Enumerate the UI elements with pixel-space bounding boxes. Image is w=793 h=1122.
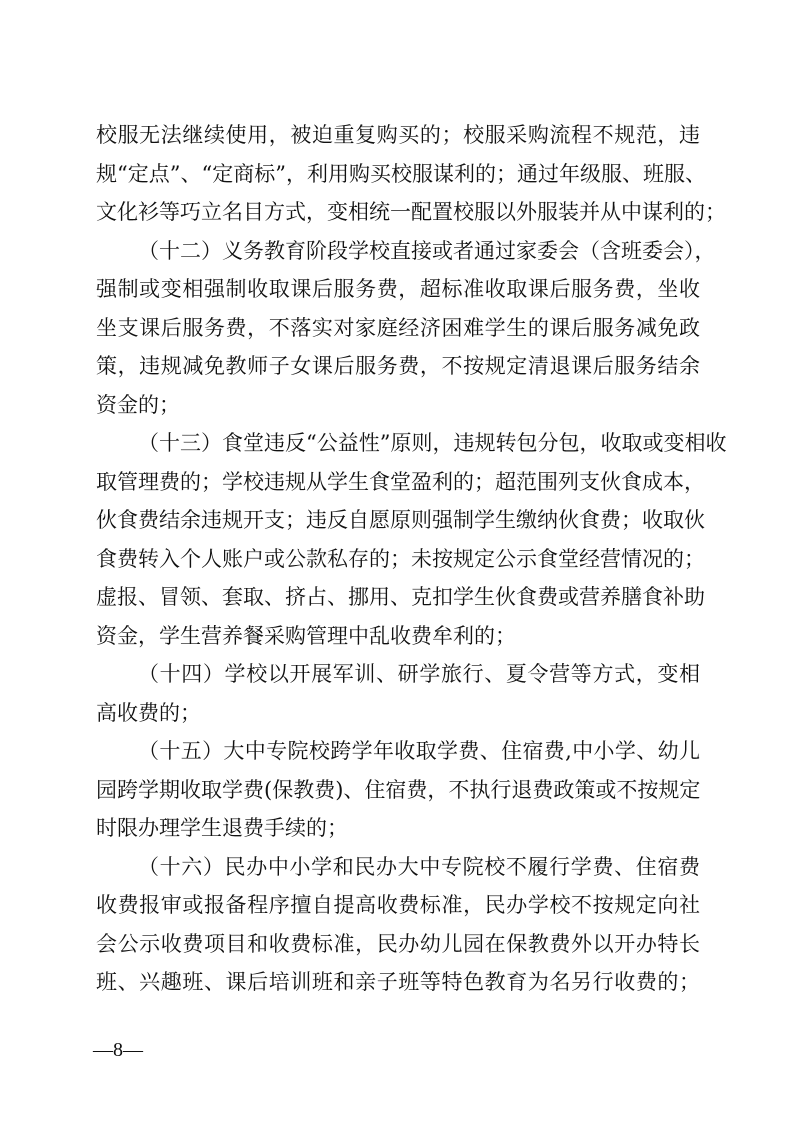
- text-line: 策，违规减免教师子女课后服务费，不按规定清退课后服务结余: [96, 354, 700, 378]
- text-line: （十二）义务教育阶段学校直接或者通过家委会（含班委会），: [138, 238, 716, 263]
- text-line: 规“定点”、“定商标”，利用购买校服谋利的；通过年级服、班服、: [96, 161, 706, 186]
- text-line: 强制或变相强制收取课后服务费，超标准收取课后服务费，坐收: [96, 277, 700, 301]
- text-line: 虚报、冒领、套取、挤占、挪用、克扣学生伙食费或营养膳食补助: [96, 585, 705, 609]
- body-text: [96, 116, 727, 1002]
- text-line: 会公示收费项目和收费标准，民办幼儿园在保教费外以开办特长: [96, 931, 700, 956]
- text-line: 时限办理学生退费手续的；: [96, 816, 348, 840]
- text-line: 资金，学生营养餐采购管理中乱收费牟利的；: [96, 623, 516, 648]
- paragraph-item-15: [96, 732, 700, 848]
- text-line: （十三）食堂违反“公益性”原则，违规转包分包，收取或变相收: [138, 431, 727, 455]
- text-line: 班、兴趣班、课后培训班和亲子班等特色教育为名另行收费的；: [96, 970, 700, 994]
- text-line: 校服无法继续使用，被迫重复购买的；校服采购流程不规范，违: [96, 123, 700, 147]
- paragraph-item-16: [96, 848, 700, 1002]
- text-line: （十六）民办中小学和民办大中专院校不履行学费、住宿费: [138, 854, 700, 879]
- text-line: 文化衫等巧立名目方式，变相统一配置校服以外服装并从中谋利的；: [96, 200, 726, 224]
- paragraph-item-13: [96, 424, 727, 655]
- page-number: —8—: [93, 1039, 143, 1061]
- text-line: （十五）大中专院校跨学年收取学费、住宿费,中小学、幼儿: [138, 739, 700, 763]
- text-line: 食费转入个人账户或公款私存的；未按规定公示食堂经营情况的；: [96, 546, 705, 571]
- text-line: 园跨学期收取学费(保教费)、住宿费，不执行退费政策或不按规定: [96, 777, 701, 802]
- text-line: （十四）学校以开展军训、研学旅行、夏令营等方式，变相: [138, 662, 700, 686]
- paragraph-continuation-uniform: [96, 116, 726, 232]
- text-line: 收费报审或报备程序擅自提高收费标准，民办学校不按规定向社: [96, 893, 700, 917]
- paragraph-item-14: [96, 655, 700, 732]
- text-line: 坐支课后服务费，不落实对家庭经济困难学生的课后服务减免政: [96, 315, 700, 340]
- text-line: 资金的；: [96, 392, 180, 417]
- text-line: 取管理费的；学校违规从学生食堂盈利的；超范围列支伙食成本，: [96, 469, 705, 494]
- text-line: 伙食费结余违规开支；违反自愿原则强制学生缴纳伙食费；收取伙: [96, 508, 705, 532]
- paragraph-item-12: [96, 232, 716, 425]
- text-line: 高收费的；: [96, 700, 201, 725]
